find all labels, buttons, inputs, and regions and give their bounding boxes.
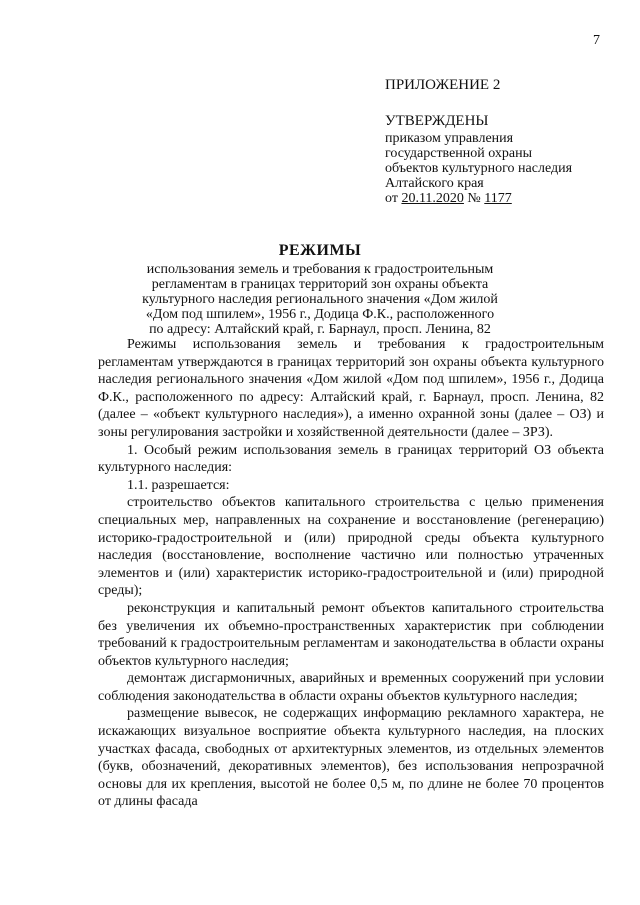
document-body [98, 336, 604, 811]
title-block [0, 242, 640, 337]
appendix-heading: ПРИЛОЖЕНИЕ 2 [385, 77, 501, 93]
appendix-block [385, 76, 615, 206]
subtitle-line: использования земель и требования к градостроительным [146, 262, 494, 277]
approval-line: государственной охраны [385, 146, 533, 161]
approval-line: приказом управления [385, 131, 514, 146]
subtitle-line: культурного наследия регионального значения «Дом жилой [142, 292, 498, 307]
approval-line: объектов культурного наследия [385, 161, 573, 176]
subtitle-line: регламентам в границах территорий зон охраны объекта [151, 277, 489, 292]
list-paragraph: размещение вывесок, не содержащих информацию рекламного характера, не искажающих визуальное восприятие объекта культурного наследия, на плоских участках фасада, свободных от архитектурных элементов, из отдельных элементов (букв, обозначений, декоративных элементов), без использования непрозрачной основы для их крепления, высотой не более 0,5 м, по длине не более 70 процентов от длины фасада [98, 706, 604, 810]
date-prefix: от [385, 191, 402, 206]
document-title: РЕЖИМЫ [278, 242, 362, 259]
list-paragraph: реконструкция и капитальный ремонт объектов капитального строительства без увеличения их объемно-пространственных характеристик при соблюдении требований к градостроительным регламентам и законодательства в области охраны объектов культурного наследия; [98, 600, 604, 669]
approval-line: Алтайского края [385, 176, 484, 191]
subtitle-line: по адресу: Алтайский край, г. Барнаул, просп. Ленина, 82 [149, 322, 491, 337]
section-paragraph: 1. Особый режим использования земель в границах территорий ОЗ объекта культурного наследия: [98, 442, 604, 476]
subsection-paragraph: 1.1. разрешается: [127, 477, 230, 493]
number-prefix: № [463, 191, 485, 206]
approved-label: УТВЕРЖДЕНЫ [385, 113, 489, 129]
intro-paragraph: Режимы использования земель и требования к градостроительным регламентам утверждаются в границах территорий зон охраны объекта культурного наследия регионального значения «Дом жилой «Дом под шпилем», 1956 г., Додица Ф.К., расположенного по адресу: Алтайский край, г. Барнаул, просп. Ленина, 82 (далее – «объект культурного наследия»), а именно охранной зоны (далее – ОЗ) и зоны регулирования застройки и хозяйственной деятельности (далее – ЗРЗ). [98, 337, 604, 440]
list-paragraph: демонтаж дисгармоничных, аварийных и временных сооружений при условии соблюдения законодательства в области охраны объектов культурного наследия; [98, 671, 604, 704]
page-number: 7 [593, 33, 600, 48]
approval-date-line [385, 191, 615, 206]
approval-date: 20.11.2020 [401, 191, 464, 206]
approval-number: 1177 [484, 191, 512, 206]
list-paragraph: строительство объектов капитального строительства с целью применения специальных мер, направленных на сохранение и восстановление (регенерацию) историко-градостроительной и (или) природной среды объекта культурного наследия (восстановление, восполнение частично или полностью утраченных элементов и (или) характеристик историко-градостроительной и (или) природной среды); [98, 495, 604, 599]
subtitle-line: «Дом под шпилем», 1956 г., Додица Ф.К., расположенного [145, 307, 495, 322]
